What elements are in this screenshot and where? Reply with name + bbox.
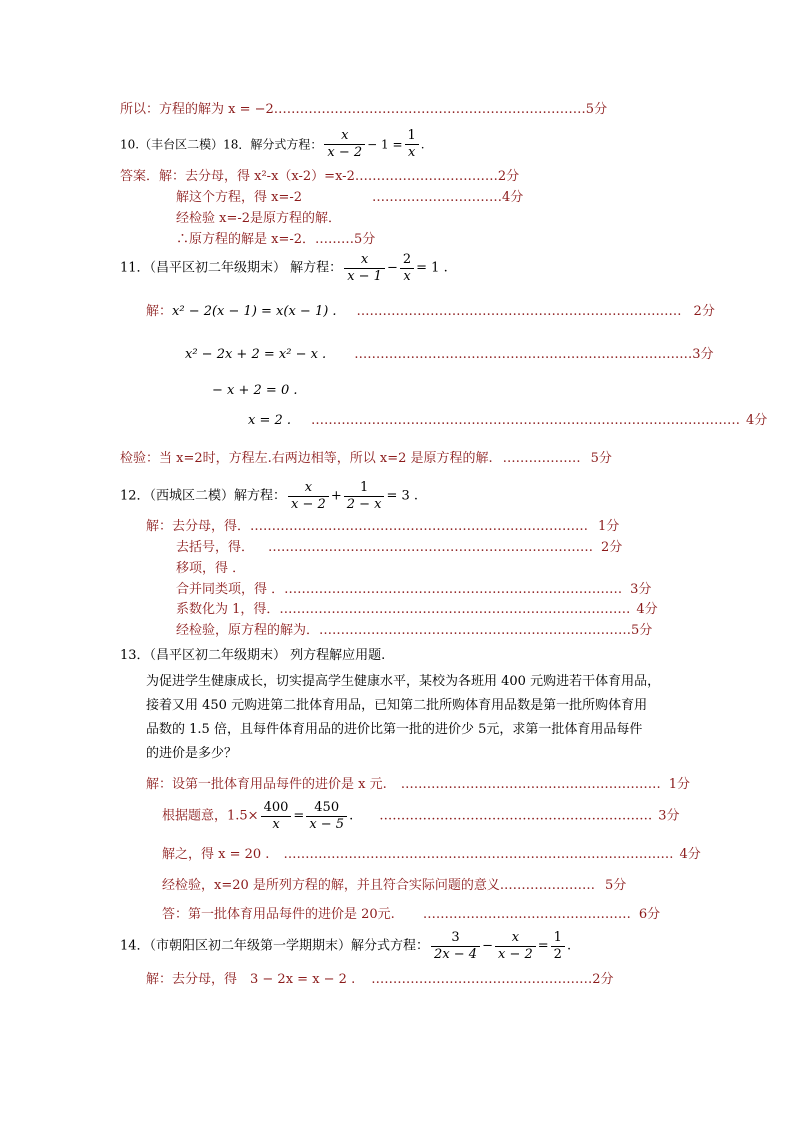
operator: =: [293, 808, 305, 824]
fraction: [405, 128, 419, 161]
dot-leader: ……………………………: [354, 169, 498, 184]
fraction: [400, 252, 414, 285]
dot-leader: ……………………………………………: [371, 972, 593, 987]
question-13-body: [146, 670, 686, 766]
question-label: 12．（西城区二模）解方程：: [120, 488, 287, 504]
equation: x² − 2x + 2 = x² − x .: [185, 347, 327, 362]
question-13: [120, 647, 385, 665]
fraction: [344, 480, 385, 513]
dot-leader: …………………………………………………………………: [356, 304, 682, 319]
problem-text-line: 为促进学生健康成长，切实提高学生健康水平，某校为各班用 400 元购进若干体育用品，: [146, 674, 661, 689]
answer-14-line-1: [146, 971, 614, 989]
answer-text: 合并同类项，得 ．: [176, 582, 285, 597]
fraction: [261, 800, 292, 833]
numerator: 1: [344, 480, 385, 497]
answer-text: 移项，得 ．: [176, 561, 246, 576]
answer-text: 解：设第一批体育用品每件的进价是 x 元.: [146, 777, 387, 792]
answer-text: 解：去分母，得 3 − 2x = x − 2 .: [146, 972, 356, 987]
score-label: 1分: [598, 519, 620, 534]
answer-text: 解：去分母，得．: [146, 519, 251, 534]
dot-leader: ………………………………………………………………………: [279, 602, 631, 617]
denominator: x: [407, 145, 416, 160]
answer-13-line-1: [146, 776, 690, 794]
period: .: [349, 808, 354, 824]
answer-text: 系数化为 1，得．: [176, 602, 280, 617]
operator: +: [330, 488, 342, 504]
dot-leader: …………………: [504, 878, 596, 893]
denominator: x: [272, 817, 280, 832]
answer-text: ∴原方程的解是 x=-2．: [176, 232, 316, 247]
numerator: x: [324, 128, 365, 145]
fraction: [324, 128, 365, 161]
score-label: 5分: [631, 623, 653, 638]
equation: x = 2 .: [248, 413, 292, 428]
fraction: [495, 930, 536, 963]
answer-13-line-2: [162, 800, 680, 833]
equation: − x + 2 = 0 .: [212, 383, 298, 398]
score-label: 2分: [693, 304, 715, 319]
answer-12-line-3: [176, 560, 245, 578]
fraction: [306, 800, 347, 833]
fraction: [344, 252, 385, 285]
dot-leader: ………………………………………………………………………………: [283, 847, 674, 862]
score-label: 4分: [746, 413, 768, 428]
fraction: [288, 480, 329, 513]
answer-text: 检验：当 x=2时，方程左.右两边相等，所以 x=2 是原方程的解.: [120, 451, 493, 466]
answer-10-line-3: [176, 210, 341, 228]
answer-text: 解这个方程，得 x=-2: [176, 190, 303, 205]
answer-text: 答案．解：去分母，得: [120, 169, 255, 184]
dot-leader: ……………………………………………………………………: [354, 347, 693, 362]
numerator: x: [495, 930, 536, 947]
dot-leader: ………: [315, 232, 355, 247]
score-label: 3分: [692, 347, 714, 362]
conclusion-text: 所以：方程的解为 x = −2: [120, 102, 274, 117]
dot-leader: ………………………………………………………………: [273, 102, 586, 117]
dot-leader: ……………………………………………………………………: [250, 519, 589, 534]
answer-text: 经检验，x=20 是所列方程的解，并且符合实际问题的意义.: [162, 878, 505, 893]
solution-conclusion-line: [120, 101, 607, 119]
score-label: 4分: [502, 190, 524, 205]
score-label: 5分: [585, 102, 608, 117]
denominator: 2 − x: [346, 497, 382, 512]
problem-text-line: 接着又用 450 元购进第二批体育用品，已知第二批所购体育用品数是第一批所购体育用: [146, 698, 648, 713]
answer-12-line-6: [176, 622, 652, 640]
dot-leader: ………………………………………………………: [379, 808, 653, 824]
numerator: 3: [431, 930, 480, 947]
denominator: 2: [553, 947, 562, 962]
dot-leader: ……………………………………………………………………: [284, 582, 623, 597]
period: .: [566, 938, 572, 954]
score-label: 2分: [497, 169, 520, 184]
operator: −: [482, 938, 493, 954]
answer-11-line-4: [248, 412, 767, 430]
answer-text: 去括号，得．: [176, 540, 255, 555]
answer-10-line-1: [120, 168, 519, 186]
denominator: x − 2: [291, 497, 326, 512]
question-11: [120, 252, 448, 285]
dot-leader: …………………………………………………………………: [268, 540, 594, 555]
answer-text: 经检验，原方程的解为．: [176, 623, 320, 638]
answer-10-line-4: [176, 231, 375, 249]
fraction: [431, 930, 480, 963]
score-label: 2分: [592, 972, 614, 987]
equation-end: = 1 .: [416, 260, 448, 276]
answer-text: 解：: [146, 304, 173, 319]
numerator: x: [288, 480, 329, 497]
question-label: 14．（市朝阳区初二年级第一学期期末）解分式方程：: [120, 938, 430, 954]
answer-10-line-2: [176, 189, 523, 207]
numerator: 2: [400, 252, 414, 269]
score-label: 5分: [590, 451, 612, 466]
question-10: [120, 128, 425, 161]
numerator: x: [344, 252, 385, 269]
equation: x² − 2(x − 1) = x(x − 1) .: [172, 304, 337, 319]
score-label: 5分: [605, 878, 627, 893]
score-label: 4分: [636, 602, 658, 617]
dot-leader: …………………………………………: [422, 907, 631, 922]
score-label: 4分: [679, 847, 701, 862]
score-label: 3分: [630, 582, 652, 597]
score-label: 5分: [354, 232, 376, 247]
numerator: 1: [405, 128, 419, 145]
equation-end: = 3 .: [386, 488, 419, 504]
denominator: x − 2: [327, 145, 363, 160]
dot-leader: …………………………: [372, 190, 503, 205]
score-label: 6分: [638, 907, 661, 922]
answer-11-line-3: [212, 382, 297, 400]
answer-12-line-1: [146, 518, 619, 536]
answer-text: 解之，得 x = 20 .: [162, 847, 270, 862]
denominator: x − 5: [309, 817, 345, 832]
answer-13-line-5: [162, 906, 660, 924]
question-14: [120, 930, 571, 963]
score-label: 2分: [601, 540, 623, 555]
denominator: x − 2: [497, 947, 533, 962]
numerator: 450: [306, 800, 347, 817]
dot-leader: ……………………………………………………: [400, 777, 661, 792]
question-label: 10.（丰台区二模）18．解分式方程：: [120, 137, 323, 152]
answer-11-line-2: [185, 346, 713, 364]
answer-12-line-4: [176, 581, 651, 599]
denominator: 2x − 4: [434, 947, 478, 962]
answer-12-line-5: [176, 601, 658, 619]
fraction: [551, 930, 565, 963]
question-label: 13．（昌平区初二年级期末） 列方程解应用题.: [120, 648, 386, 663]
numerator: 400: [261, 800, 292, 817]
denominator: x: [403, 269, 411, 284]
dot-leader: ………………………………………………………………………………………: [311, 413, 741, 428]
equation: x²-x（x-2）=x-2: [254, 169, 355, 184]
denominator: x − 1: [347, 269, 382, 284]
answer-text: 根据题意，1.5×: [162, 808, 259, 824]
question-label: 11．（昌平区初二年级期末） 解方程：: [120, 260, 343, 276]
answer-12-line-2: [176, 539, 622, 557]
score-label: 3分: [658, 808, 680, 824]
dot-leader: ………………………………………………………………: [319, 623, 632, 638]
operator: =: [537, 938, 549, 954]
answer-11-line-5: [120, 450, 612, 468]
problem-text-line: 品数的 1.5 倍，且每件体育用品的进价比第一批的进价少 5元，求第一批体育用品每件: [146, 722, 643, 737]
answer-13-line-3: [162, 846, 701, 864]
answer-13-line-4: [162, 877, 626, 895]
question-12: [120, 480, 418, 513]
score-label: 1分: [668, 777, 691, 792]
operator: − 1 =: [367, 137, 403, 152]
period: .: [420, 137, 425, 152]
problem-text-line: 的进价是多少？: [146, 746, 238, 761]
answer-text: 答：第一批体育用品每件的进价是 20元.: [162, 907, 395, 922]
numerator: 1: [551, 930, 565, 947]
answer-11-line-1: [146, 303, 715, 321]
operator: −: [386, 260, 398, 276]
answer-text: 经检验 x=-2是原方程的解．: [176, 211, 342, 226]
dot-leader: ………………: [502, 451, 581, 466]
